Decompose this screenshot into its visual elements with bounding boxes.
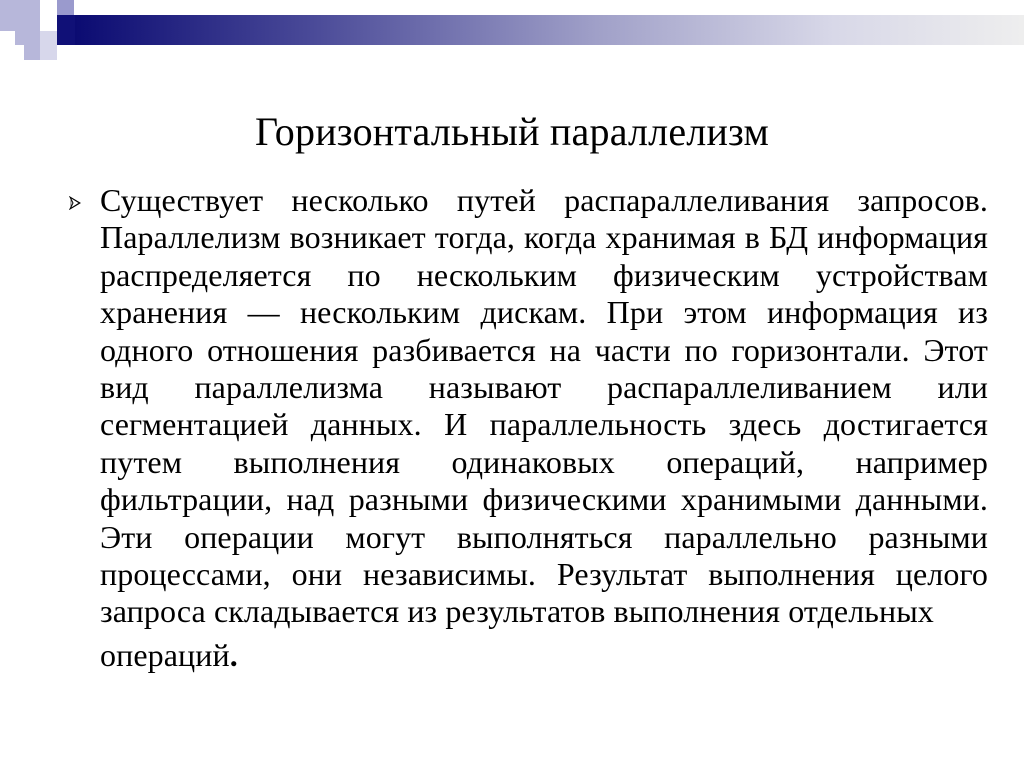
paragraph-end-period: . — [229, 636, 238, 673]
decor-square — [40, 0, 54, 14]
paragraph-end-word: операций — [100, 636, 230, 673]
arrow-bullet-icon — [68, 196, 82, 210]
decor-square — [24, 45, 40, 60]
decor-square — [57, 0, 74, 15]
decor-square — [40, 31, 57, 60]
paragraph-end — [100, 637, 988, 674]
paragraph-text: Существует несколько путей распараллеливания запросов. Параллелизм возникает тогда, когда хранимая в БД информация распределяется по нескольким физическим устройствам хранения — нескольким дискам. При этом информация из одного отношения разбивается на части по горизонтали. Этот вид параллелизма называют распараллеливанием или сегментацией данных. И параллельность здесь достигается путем выполнения одинаковых операций, например фильтрации, над разными физическими хранимыми данными. Эти операции могут выполняться параллельно разными процессами, они независимы. Результат выполнения целого запроса складывается из результатов выполнения отдельных — [100, 182, 988, 630]
header-gradient-bar — [75, 15, 1024, 45]
bullet-text — [100, 182, 988, 674]
slide-title: Горизонтальный параллелизм — [254, 109, 769, 154]
decor-square — [0, 0, 40, 31]
decor-square — [15, 31, 40, 45]
decor-square — [57, 15, 75, 45]
decor-square — [0, 31, 15, 45]
